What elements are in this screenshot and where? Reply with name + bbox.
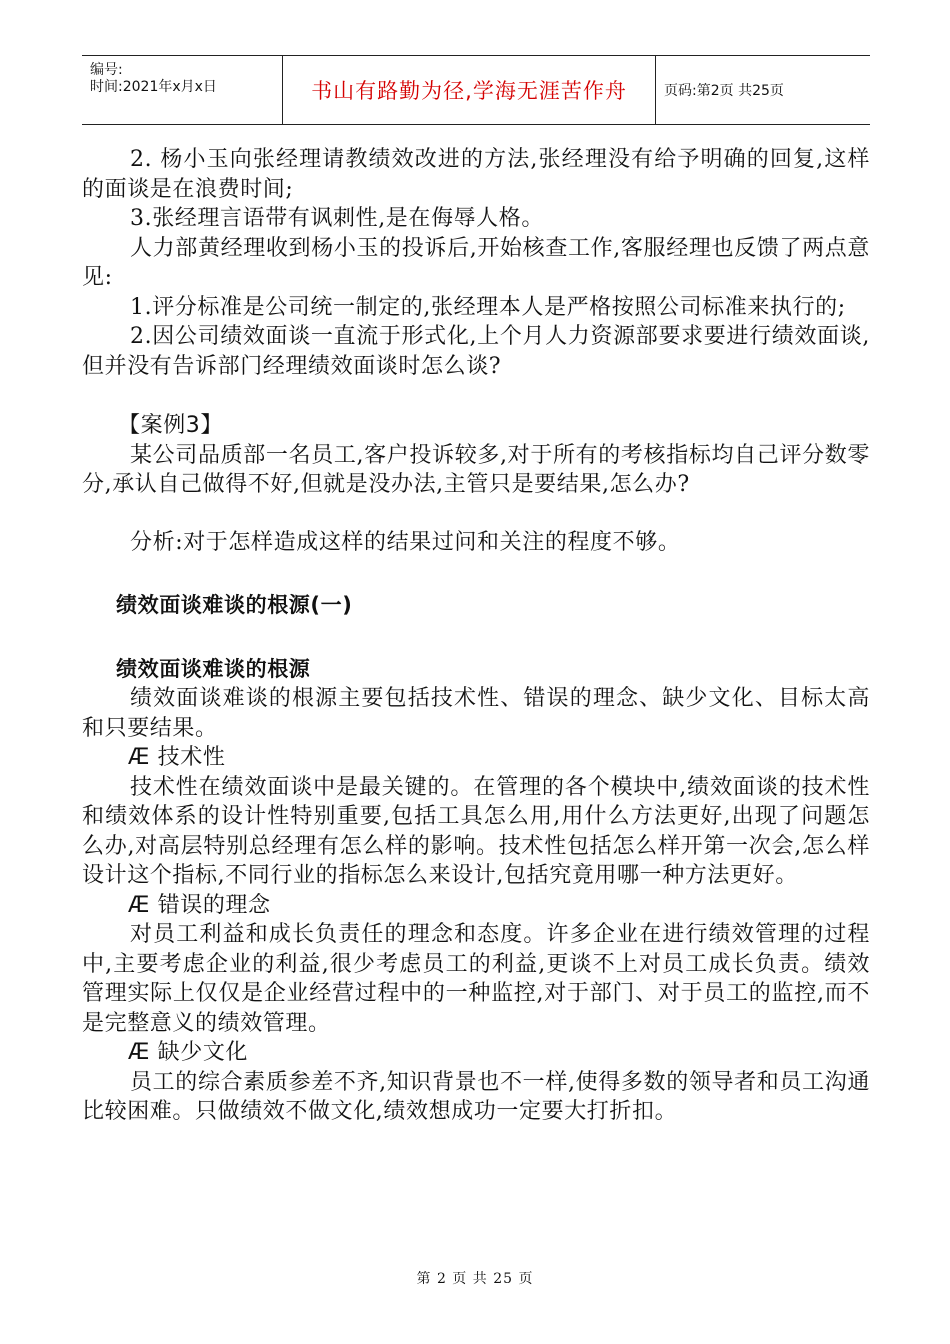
paragraph: 对员工利益和成长负责任的理念和态度。许多企业在进行绩效管理的过程中,主要考虑企业的利益,很少考虑员工的利益,更谈不上对员工成长负责。绩效管理实际上仅仅是企业经营过程中的一种监控,对于部门、对于员工的监控,而不是完整意义的绩效管理。 [82,922,870,1036]
spacer [82,500,870,528]
paragraph: 2. 杨小玉向张经理请教绩效改进的方法,张经理没有给予明确的回复,这样的面谈是在浪费时间; [82,147,870,202]
section-heading: 绩效面谈难谈的根源(一) [116,593,353,617]
paragraph: 人力部黄经理收到杨小玉的投诉后,开始核查工作,客服经理也反馈了两点意见: [82,235,870,290]
header-page-info: 页码:第2页 共25页 [664,83,784,99]
paragraph: 绩效面谈难谈的根源主要包括技术性、错误的理念、缺少文化、目标太高和只要结果。 [82,686,870,741]
bullet-heading: Æ 错误的理念 [128,892,271,918]
document-time-label: 时间:2021年x月x日 [90,79,217,95]
paragraph: 2.因公司绩效面谈一直流于形式化,上个月人力资源部要求要进行绩效面谈,但并没有告诉部门经理绩效面谈时怎么谈? [82,324,870,379]
bullet-heading: Æ 技术性 [128,745,226,770]
bullet-heading: Æ 缺少文化 [128,1040,249,1065]
paragraph: 员工的综合素质参差不齐,知识背景也不一样,使得多数的领导者和员工沟通比较困难。只做绩效不做文化,绩效想成功一定要大打折扣。 [82,1069,870,1124]
paragraph: 1.评分标准是公司统一制定的,张经理本人是严格按照公司标准来执行的; [130,294,846,320]
document-body [82,145,870,1127]
spacer [82,621,870,655]
page-footer: 第 2 页 共 25 页 [416,1271,534,1287]
case-paragraph: 某公司品质部一名员工,客户投诉较多,对于所有的考核指标均自己评分数零分,承认自己做得不好,但就是没办法,主管只是要结果,怎么办? [82,442,870,497]
section-heading: 绩效面谈难谈的根源 [116,656,311,681]
analysis-paragraph: 分析:对于怎样造成这样的结果过问和关注的程度不够。 [130,529,681,555]
case-title: 【案例3】 [118,413,223,438]
spacer [82,381,870,411]
document-number-label: 编号: [90,62,123,78]
page-header [82,55,870,125]
header-motto: 书山有路勤为径,学海无涯苦作舟 [282,56,656,124]
header-meta [90,62,217,96]
spacer [82,557,870,591]
paragraph: 技术性在绩效面谈中是最关键的。在管理的各个模块中,绩效面谈的技术性和绩效体系的设计性特别重要,包括工具怎么用,用什么方法更好,出现了问题怎么办,对高层特别总经理有怎么样的影响。技术性包括怎么样开第一次会,怎么样设计这个指标,不同行业的指标怎么来设计,包括究竟用哪一种方法更好。 [82,774,870,888]
paragraph: 3.张经理言语带有讽刺性,是在侮辱人格。 [130,206,544,231]
